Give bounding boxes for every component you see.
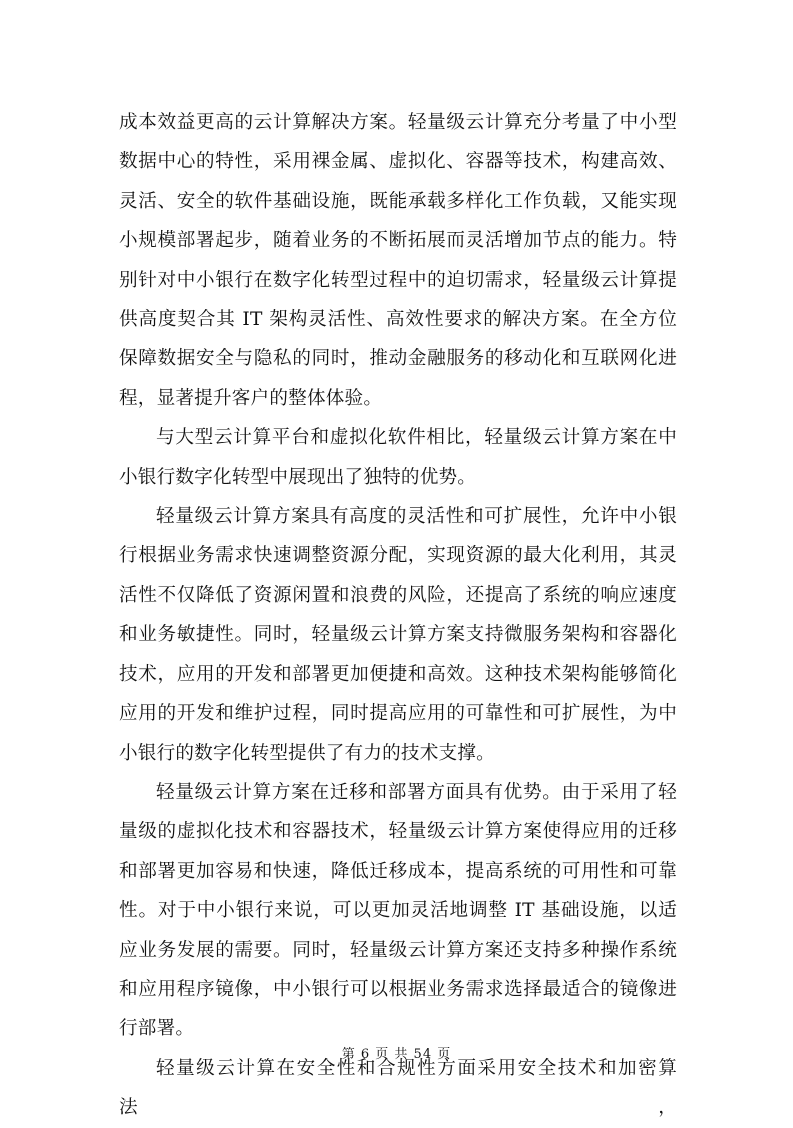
- paragraph-2: 与大型云计算平台和虚拟化软件相比，轻量级云计算方案在中小银行数字化转型中展现出了独特的优势。: [119, 427, 677, 488]
- paragraph-1: 成本效益更高的云计算解决方案。轻量级云计算充分考量了中小型数据中心的特性，采用裸金属、虚拟化、容器等技术，构建高效、灵活、安全的软件基础设施，既能承载多样化工作负载，又能实现小规模部署起步，随着业务的不断拓展而灵活增加节点的能力。特别针对中小银行在数字化转型过程中的迫切需求，轻量级云计算提供高度契合其 IT 架构灵活性、高效性要求的解决方案。在全方位保障数据安全与隐私的同时，推动金融服务的移动化和互联网化进程，显著提升客户的整体体验。: [119, 112, 677, 409]
- paragraph-4: 轻量级云计算方案在迁移和部署方面具有优势。由于采用了轻量级的虚拟化技术和容器技术，轻量级云计算方案使得应用的迁移和部署更加容易和快速，降低迁移成本，提高系统的可用性和可靠性。对于中小银行来说，可以更加灵活地调整 IT 基础设施，以适应业务发展的需要。同时，轻量级云计算方案还支持多种操作系统和应用程序镜像，中小银行可以根据业务需求选择最适合的镜像进行部署。: [119, 781, 677, 1040]
- paragraph-5: 轻量级云计算在安全性和合规性方面采用安全技术和加密算法，: [119, 1057, 677, 1119]
- page-footer: 第 6 页 共 54 页: [341, 1047, 452, 1062]
- body-text: [119, 103, 677, 1128]
- paragraph-3: 轻量级云计算方案具有高度的灵活性和可扩展性，允许中小银行根据业务需求快速调整资源分配，实现资源的最大化利用，其灵活性不仅降低了资源闲置和浪费的风险，还提高了系统的响应速度和业务敏捷性。同时，轻量级云计算方案支持微服务架构和容器化技术，应用的开发和部署更加便捷和高效。这种技术架构能够简化应用的开发和维护过程，同时提高应用的可靠性和可扩展性，为中小银行的数字化转型提供了有力的技术支撑。: [119, 506, 677, 764]
